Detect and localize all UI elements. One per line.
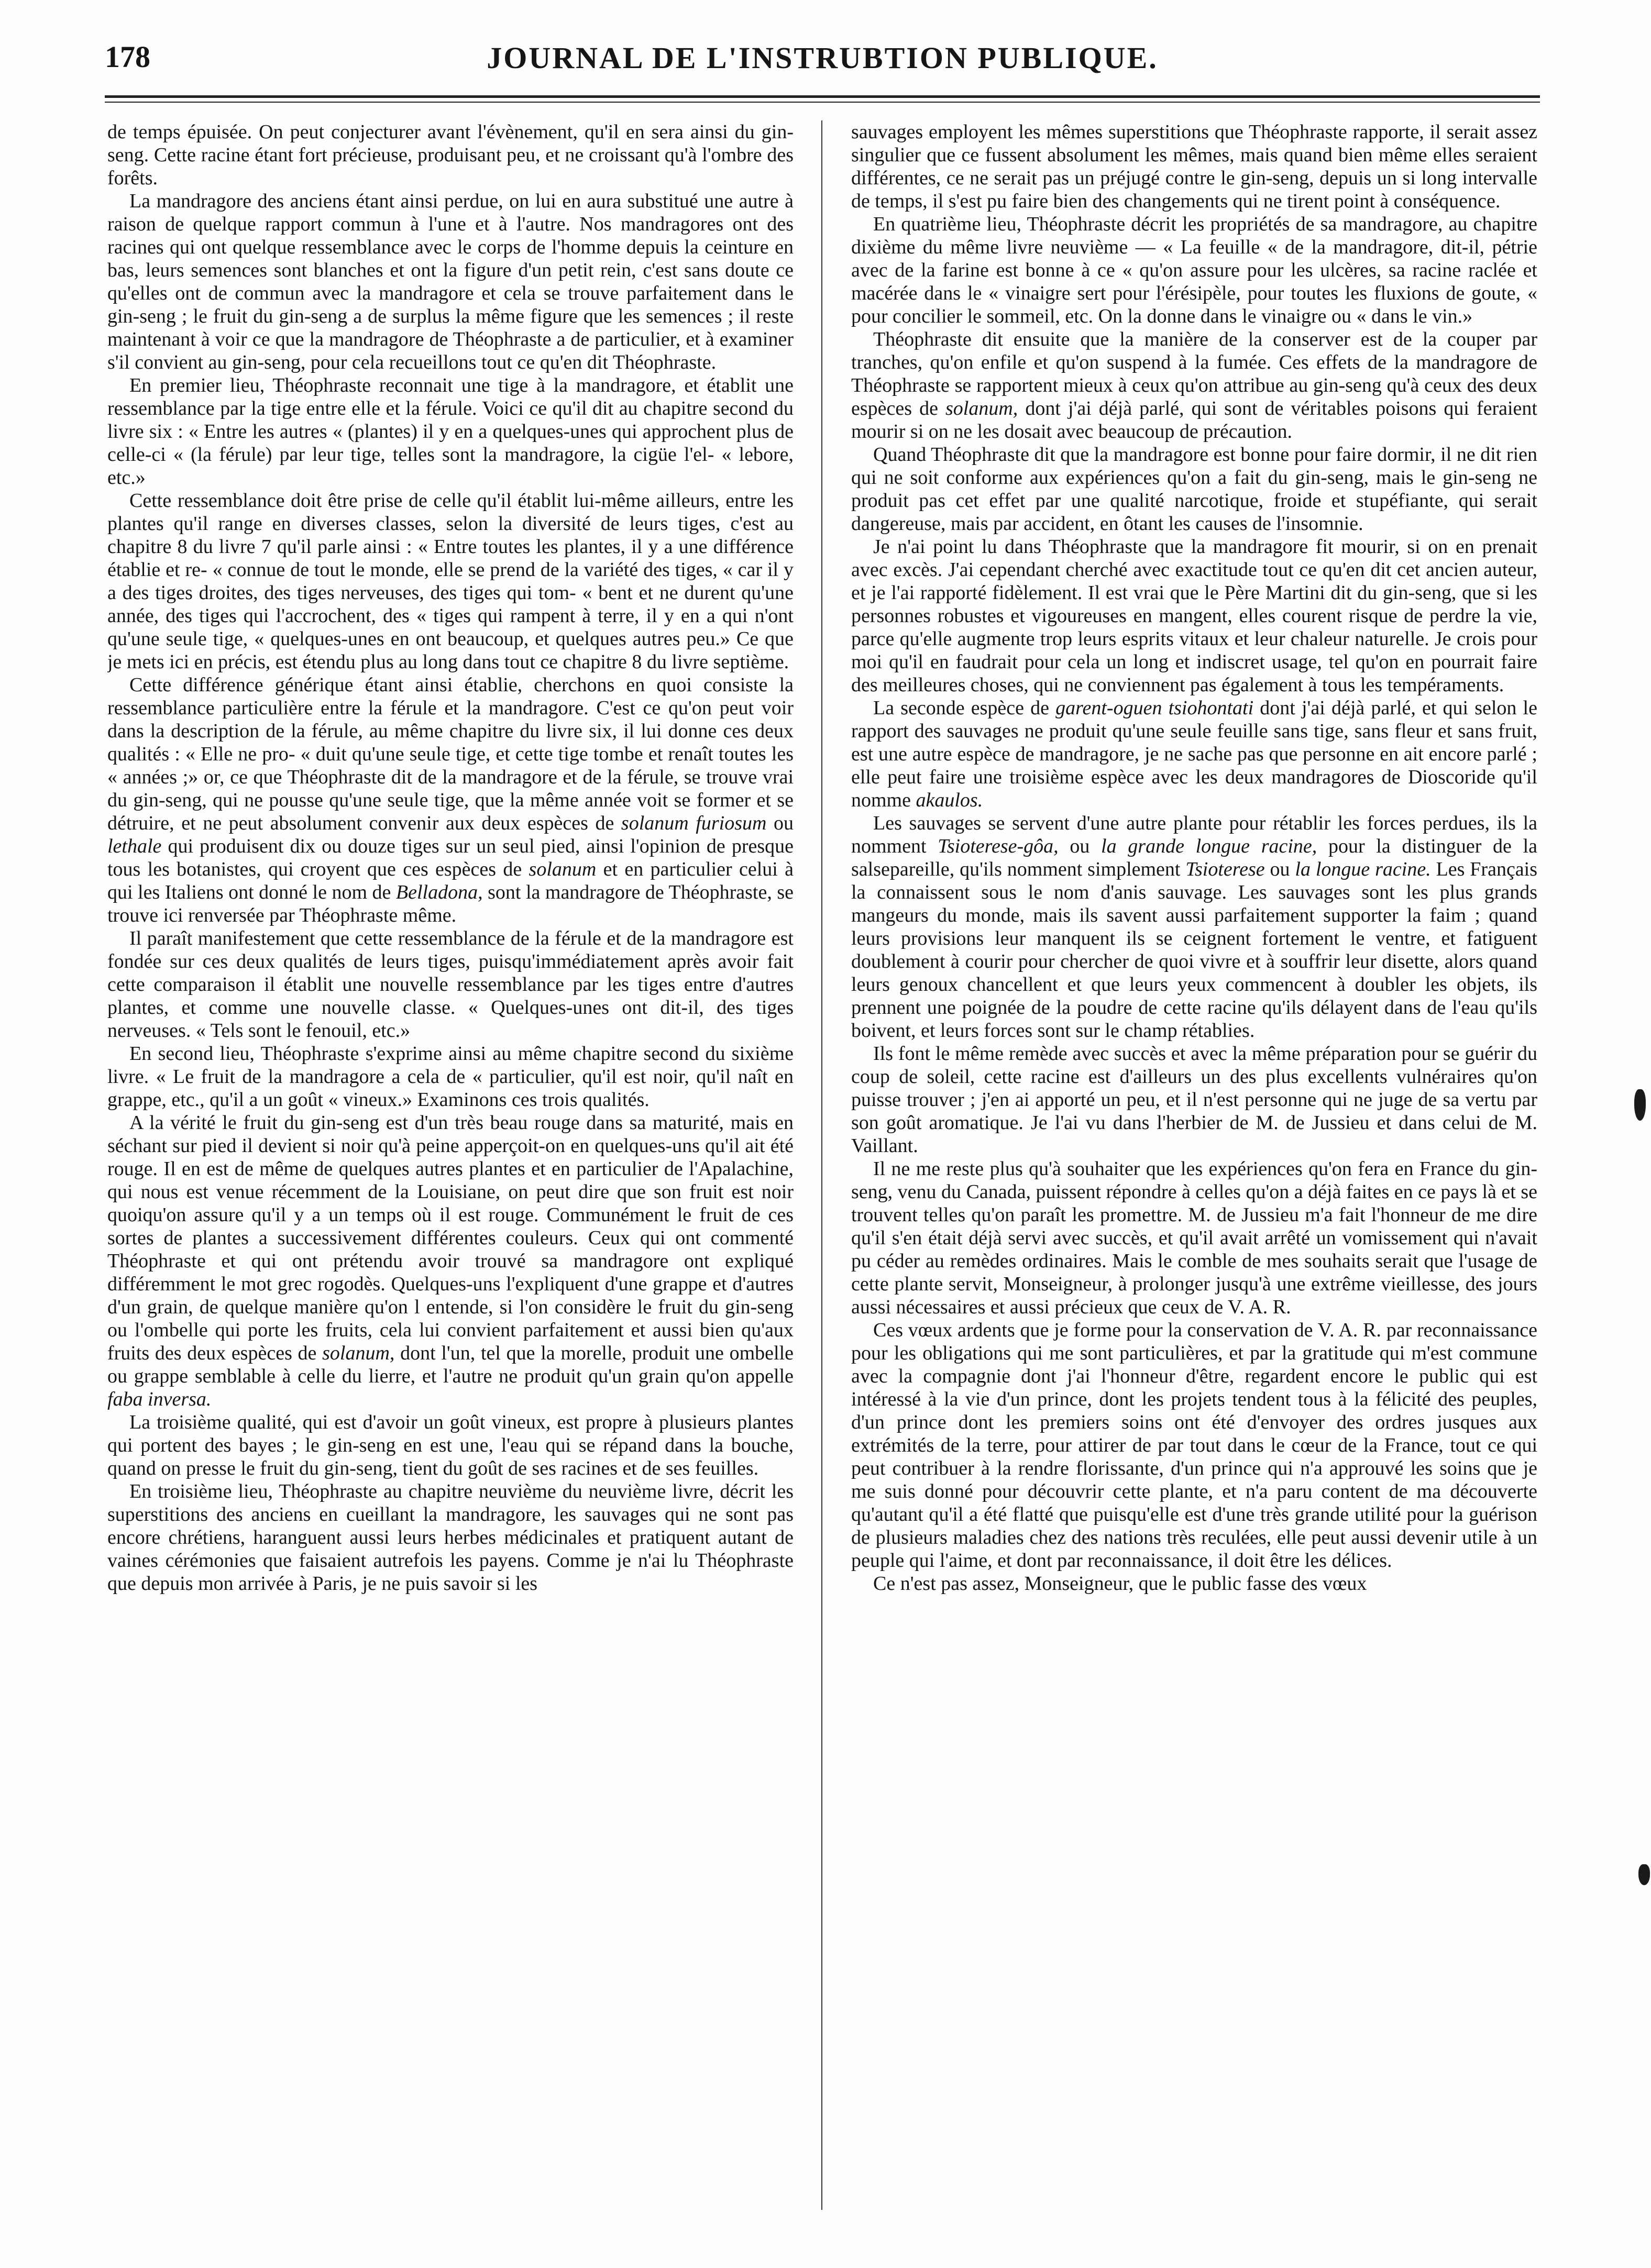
- text-run: de temps épuisée. On peut conjecturer avant l'évènement, qu'il en sera ainsi du gin-seng. Cette racine étant fort précieuse, produisant peu, et ne croissant qu'à l'ombre des forêts.: [107, 121, 794, 189]
- italic-text: solanum furiosum: [621, 812, 767, 834]
- paragraph: [851, 1572, 1537, 1595]
- text-run: En troisième lieu, Théophraste au chapitre neuvième du neuvième livre, décrit les superstitions des anciens en cueillant la mandragore, les sauvages qui ne sont pas encore chrétiens, haranguent aussi leurs herbes médicinales et pratiquent autant de vaines cérémonies que faisaient autrefois les payens. Comme je n'ai lu Théophraste que depuis mon arrivée à Paris, je ne puis savoir si les: [107, 1480, 794, 1595]
- paragraph: [851, 1042, 1537, 1157]
- text-run: sauvages employent les mêmes superstitions que Théophraste rapporte, il serait assez singulier que ce fussent absolument les mêmes, mais quand bien même elles seraient différentes, ce ne serait pas un préjugé contre le gin-seng, depuis un si long intervalle de temps, il s'est pu faire bien des changements qui ne tirent point à conséquence.: [851, 121, 1537, 212]
- text-run: ou: [1058, 835, 1102, 857]
- paragraph: [851, 213, 1537, 328]
- paragraph: [851, 328, 1537, 443]
- paragraph: [107, 120, 794, 190]
- italic-text: solanum,: [945, 397, 1018, 419]
- text-run: ou: [1264, 858, 1295, 880]
- italic-text: garent-oguen tsiohontati: [1055, 697, 1254, 719]
- text-run: En quatrième lieu, Théophraste décrit les propriétés de sa mandragore, au chapitre dixième du même livre neuvième — « La feuille « de la mandragore, dit-il, pétrie avec de la farine est bonne à ce « qu'on assure pour les ulcères, sa racine raclée et macérée dans le « vinaigre sert pour l'érésipèle, pour toutes les fluxions de goute, « pour concilier le sommeil, etc. On la donne dans le vinaigre ou « dans le vin.»: [851, 213, 1537, 327]
- paragraph: [107, 1042, 794, 1111]
- text-run: Les sauvages se servent d'une autre plante pour rétablir les forces perdues, ils la nomment: [851, 812, 1537, 857]
- text-run: Il paraît manifestement que cette ressemblance de la férule et de la mandragore est fondée sur ces deux qualités de leurs tiges, puisqu'immédiatement après avoir fait cette comparaison il établit une nouvelle ressemblance par les tiges entre d'autres plantes, et comme une nouvelle classe. « Quelques-unes ont dit-il, des tiges nerveuses. « Tels sont le fenouil, etc.»: [107, 927, 794, 1042]
- text-run: Ce n'est pas assez, Monseigneur, que le public fasse des vœux: [873, 1573, 1367, 1595]
- header-rule-thick: [105, 95, 1540, 98]
- text-run: dont j'ai déjà parlé, et qui selon le rapport des sauvages ne produit qu'une seule feuille sans tige, sans fleur et sans fruit, est une autre espèce de mandragore, je ne sache pas que personne en ait encore parlé ; elle peut faire une troisième espèce avec les deux mandragores de Dioscoride qu'il nomme: [851, 697, 1537, 811]
- text-run: sont la mandragore de Théophraste, se trouve ici renversée par Théophraste même.: [107, 881, 794, 926]
- text-run: La troisième qualité, qui est d'avoir un goût vineux, est propre à plusieurs plantes qui portent des bayes ; le gin-seng en est une, l'eau qui se répand dans la bouche, quand on presse le fruit du gin-seng, tient du goût de ses racines et de ses feuilles.: [107, 1411, 794, 1479]
- italic-text: Belladona,: [395, 881, 483, 903]
- text-run: dont j'ai déjà parlé, qui sont de véritables poisons qui feraient mourir si on ne les dosait avec beaucoup de précaution.: [851, 397, 1537, 442]
- right-column: [851, 120, 1537, 2220]
- paragraph: [107, 1111, 794, 1411]
- paragraph: [851, 535, 1537, 696]
- text-run: La mandragore des anciens étant ainsi perdue, on lui en aura substitué une autre à raison de quelque rapport commun à l'une et à l'autre. Nos mandragores ont des racines qui ont quelque ressemblance avec le corps de l'homme depuis la ceinture en bas, leurs semences sont blanches et ont la figure d'un petit rein, c'est sans doute ce qu'elles ont de commun avec la mandragore et cela se trouve parfaitement dans le gin-seng ; le fruit du gin-seng a de surplus la même figure que les semences ; il reste maintenant à voir ce que la mandragore de Théophraste a de particulier, et à examiner s'il convient au gin-seng, pour cela recueillons tout ce qu'en dit Théophraste.: [107, 190, 794, 373]
- italic-text: la grande longue racine,: [1101, 835, 1317, 857]
- text-run: Théophraste dit ensuite que la manière de la conserver est de la couper par tranches, qu'on enfile et qu'on suspend à la fumée. Ces effets de la mandragore de Théophraste se rapportent mieux à ceux qu'on attribue au gin-seng qu'à ceux des deux espèces de: [851, 328, 1537, 419]
- italic-text: la longue racine.: [1295, 858, 1431, 880]
- paragraph: [107, 927, 794, 1042]
- paragraph: [107, 673, 794, 927]
- paragraph: [851, 812, 1537, 1042]
- text-run: A la vérité le fruit du gin-seng est d'un très beau rouge dans sa maturité, mais en séchant sur pied il devient si noir qu'à peine apperçoit-on en quelques-uns qu'il ait été rouge. Il en est de même de quelques autres plantes et en particulier de l'Apalachine, qui nous est venue récemment de la Louisiane, on peut dire que son fruit est noir quoiqu'on assure qu'il y a un temps où il est rouge. Communément le fruit de ces sortes de plantes a successivement différentes couleurs. Ceux qui ont commenté Théophraste et qui ont prétendu avoir trouvé sa mandragore ont expliqué différemment le mot grec rogodès. Quelques-uns l'expliquent d'une grappe et d'autres d'un grain, de quelque manière qu'on l entende, si l'on considère le fruit du gin-seng ou l'ombelle qui porte les fruits, cela lui convient parfaitement et aussi bien qu'aux fruits des deux espèces de: [107, 1112, 794, 1364]
- text-run: Cette ressemblance doit être prise de celle qu'il établit lui-même ailleurs, entre les plantes qu'il range en diverses classes, selon la diversité de leurs tiges, c'est au chapitre 8 du livre 7 qu'il parle ainsi : « Entre toutes les plantes, il y a une différence établie et re- « connue de tout le monde, elle se prend de la variété des tiges, « car il y a des tiges droites, des tiges nerveuses, des tiges qui tom- « bent et ne durent qu'une année, des tiges qui l'accrochent, des « tiges qui rampent à terre, il y en a qui n'ont qu'une seule tige, « quelques-unes en ont beaucoup, et quelques autres peu.» Ce que je mets ici en précis, est étendu plus au long dans tout ce chapitre 8 du livre septième.: [107, 490, 794, 673]
- paragraph: [851, 1319, 1537, 1572]
- italic-text: solanum,: [322, 1342, 395, 1364]
- italic-text: akaulos.: [916, 789, 983, 811]
- page-header: [105, 29, 1540, 86]
- left-column: [107, 120, 794, 2220]
- paragraph: [851, 443, 1537, 535]
- margin-ink-mark: [1634, 1089, 1646, 1121]
- italic-text: Tsioterese-gôa,: [938, 835, 1059, 857]
- text-run: Ces vœux ardents que je forme pour la conservation de V. A. R. par reconnaissance pour les obligations qui me sont particulières, et par la gratitude qui m'est commune avec la compagnie dont j'ai l'honneur d'être, regardent encore le public qui est intéressé à la vie d'un prince, dont les projets tendent tous à la félicité des peuples, d'un prince dont les premiers soins ont été d'envoyer des ordres jusques aux extrémités de la terre, pour attirer de par tout dans le cœur de la France, tout ce qui peut contribuer à la rendre florissante, d'un prince qui n'a approuvé les soins que je me suis donné pour découvrir cette plante, et n'a paru content de ma découverte qu'autant qu'il a été flatté que puisqu'elle est d'une très grande utilité pour la guérison de plusieurs maladies chez des nations très reculées, elle peut aussi devenir utile à un peuple qui l'aime, et dont par reconnaissance, il doit être les délices.: [851, 1319, 1537, 1572]
- paragraph: [851, 120, 1537, 213]
- text-run: En premier lieu, Théophraste reconnait une tige à la mandragore, et établit une ressemblance par la tige entre elle et la férule. Voici ce qu'il dit au chapitre second du livre six : « Entre les autres « (plantes) il y en a quelques-unes qui approchent plus de celle-ci « (la férule) par leur tige, telles sont la mandragore, la cigüe l'el- « lebore, etc.»: [107, 374, 794, 489]
- paragraph: [107, 1411, 794, 1480]
- text-run: Cette différence générique étant ainsi établie, cherchons en quoi consiste la ressemblance particulière entre la férule et la mandragore. C'est ce qu'on peut voir dans la description de la férule, au même chapitre du livre six, il lui donne ces deux qualités : « Elle ne pro- « duit qu'une seule tige, et cette tige tombe et renaît toutes les « années ;» or, ce que Théophraste dit de la mandragore et de la férule, se trouve vrai du gin-seng, qui ne pousse qu'une seule tige, que la même année voit se former et se détruire, et ne peut absolument convenir aux deux espèces de: [107, 674, 794, 834]
- text-run: La seconde espèce de: [873, 697, 1056, 719]
- italic-text: lethale: [107, 835, 162, 857]
- margin-ink-mark: [1638, 1864, 1650, 1885]
- paragraph: [107, 190, 794, 374]
- text-run: Il ne me reste plus qu'à souhaiter que les expériences qu'on fera en France du gin-seng, venu du Canada, puissent répondre à celles qu'on a déjà faites en ce pays là et se trouvent telles qu'on paraît les promettre. M. de Jussieu m'a fait l'honneur de me dire qu'il s'en était déjà servi avec succès, et qu'il avait arrêté un vomissement qui n'avait pu céder au remèdes ordinaires. Mais le comble de mes souhaits serait que l'usage de cette plante servit, Monseigneur, à prolonger jusqu'à une extrême vieillesse, des jours aussi nécessaires et aussi précieux que ceux de V. A. R.: [851, 1158, 1537, 1318]
- paragraph: [107, 489, 794, 673]
- paragraph: [851, 1157, 1537, 1319]
- text-run: ou: [766, 812, 794, 834]
- header-rule-thin: [105, 102, 1540, 103]
- text-run: En second lieu, Théophraste s'exprime ainsi au même chapitre second du sixième livre. « Le fruit de la mandragore a cela de « particulier, qu'il est noir, qu'il naît en grappe, etc., qu'il a un goût « vineux.» Examinons ces trois qualités.: [107, 1043, 794, 1111]
- text-run: Les Français la connaissent sous le nom d'anis sauvage. Les sauvages sont les plus grands mangeurs du monde, mais ils savent aussi parfaitement supporter la faim ; quand leurs provisions leur manquent ils se ceignent fortement le ventre, et fatiguent doublement à courir pour chercher de quoi vivre et à souffrir leur disette, alors quand leurs genoux chancellent et que leurs yeux commencent à doubler les objets, ils prennent une poignée de la poudre de cette racine qu'ils délayent dans de l'eau qu'ils boivent, et leurs forces sont sur le champ rétablies.: [851, 858, 1537, 1042]
- text-run: qui produisent dix ou douze tiges sur un seul pied, ainsi l'opinion de presque tous les botanistes, qui croyent que ces espèces de: [107, 835, 794, 880]
- italic-text: faba inversa.: [107, 1388, 212, 1410]
- text-run: pour la distinguer de la salsepareille, qu'ils nomment simplement: [851, 835, 1537, 880]
- paragraph: [107, 1480, 794, 1595]
- text-run: et en particulier celui à qui les Italiens ont donné le nom de: [107, 858, 794, 903]
- page-number: 178: [105, 40, 150, 74]
- paragraph: [851, 696, 1537, 812]
- text-run: Je n'ai point lu dans Théophraste que la mandragore fit mourir, si on en prenait avec excès. J'ai cependant cherché avec exactitude tout ce qu'en dit cet ancien auteur, et je l'ai rapporté fidèlement. Il est vrai que le Père Martini dit du gin-seng, que si les personnes robustes et vigoureuses en mangent, elles courent risque de perdre la vie, parce qu'elle augmente trop leurs esprits vitaux et leur chaleur naturelle. Je crois pour moi qu'il en faudrait pour cela un long et indiscret usage, tel qu'on en pourrait faire des meilleures choses, qui ne conviennent pas également à tous les tempéraments.: [851, 536, 1537, 696]
- text-run: Ils font le même remède avec succès et avec la même préparation pour se guérir du coup de soleil, cette racine est d'ailleurs un des plus excellents vulnéraires qu'on puisse trouver ; j'en ai apporté un peu, et il n'est personne qui ne juge de sa vertu par son goût aromatique. Je l'ai vu dans l'herbier de M. de Jussieu et dans celui de M. Vaillant.: [851, 1043, 1537, 1157]
- italic-text: Tsioterese: [1185, 858, 1265, 880]
- italic-text: solanum: [529, 858, 597, 880]
- text-run: dont l'un, tel que la morelle, produit une ombelle ou grappe semblable à celle du lierre, et l'autre ne produit qu'un grain qu'on appelle: [107, 1342, 794, 1387]
- journal-title: JOURNAL DE L'INSTRUBTION PUBLIQUE.: [487, 41, 1158, 75]
- column-divider: [821, 120, 822, 2210]
- paragraph: [107, 374, 794, 489]
- text-run: Quand Théophraste dit que la mandragore est bonne pour faire dormir, il ne dit rien qui ne soit conforme aux expériences qu'on a fait du gin-seng, mais le gin-seng ne produit pas cet effet par une qualité narcotique, froide et stupéfiante, qui serait dangereuse, mais par accident, en ôtant les causes de l'insomnie.: [851, 444, 1537, 535]
